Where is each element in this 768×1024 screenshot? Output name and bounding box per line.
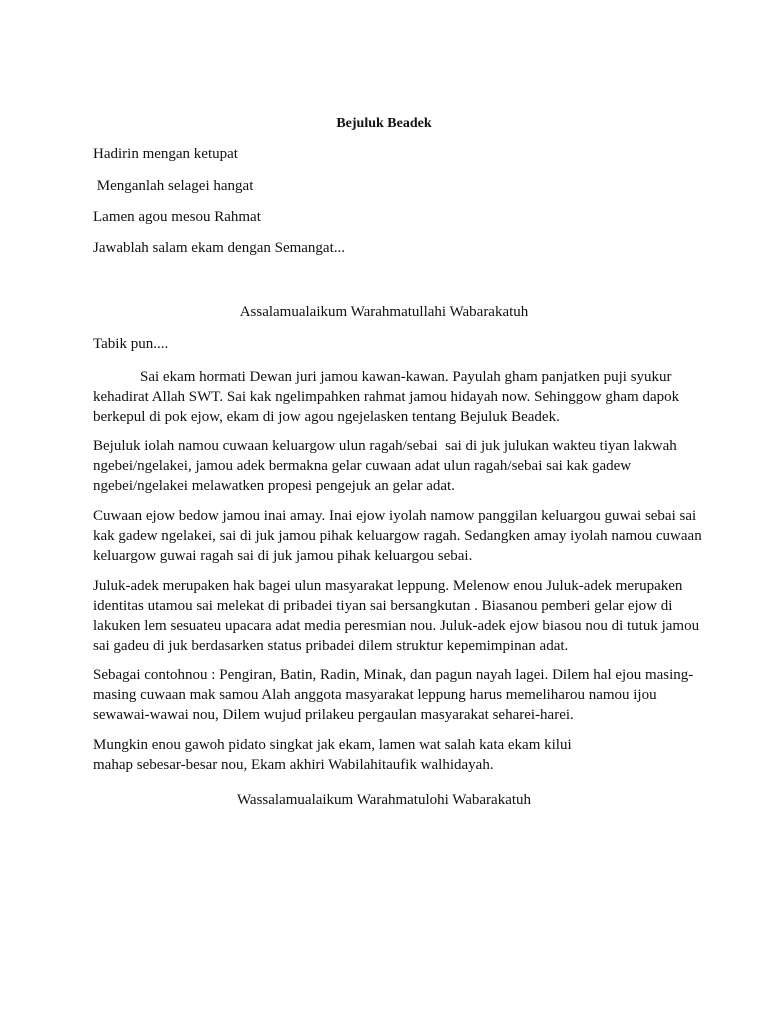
paragraph-line: Mungkin enou gawoh pidato singkat jak ekam, lamen wat salah kata ekam kilui — [93, 737, 572, 753]
pantun-line-3: Lamen agou mesou Rahmat — [93, 209, 261, 225]
pantun-line-1: Hadirin mengan ketupat — [93, 146, 238, 162]
paragraph-1 — [93, 367, 733, 427]
paragraph-6 — [93, 735, 733, 775]
paragraph-line: identitas utamou sai melekat di pribadei tiyan sai bersangkutan . Biasanou pemberi gelar ejow di — [93, 598, 673, 614]
paragraph-line: sewawai-wawai nou, Dilem wujud prilakeu pergaulan masyarakat seharei-harei. — [93, 707, 574, 723]
closing-greeting: Wassalamualaikum Warahmatulohi Wabarakatuh — [236, 792, 532, 808]
paragraph-line: ngebei/ngelakei, jamou adek bermakna gelar cuwaan adat ulun ragah/sebai sai kak gadew — [93, 458, 632, 474]
opening-greeting: Assalamualaikum Warahmatullahi Wabarakatuh — [239, 304, 529, 320]
paragraph-line: lakuken lem sesuateu upacara adat media peresmian nou. Juluk-adek ejow biasou nou di tutuk jamou — [93, 618, 700, 634]
paragraph-line: Juluk-adek merupaken hak bagei ulun masyarakat leppung. Melenow enou Juluk-adek merupaken — [93, 578, 683, 594]
paragraph-line: sai gadeu di juk berdasarken status pribadei dilem struktur kepemimpinan adat. — [93, 638, 569, 654]
tabik-line: Tabik pun.... — [93, 336, 169, 352]
document-title: Bejuluk Beadek — [336, 116, 432, 131]
paragraph-line: Sai ekam hormati Dewan juri jamou kawan-kawan. Payulah gham panjatken puji syukur — [140, 369, 672, 385]
pantun-line-4: Jawablah salam ekam dengan Semangat... — [93, 240, 345, 256]
paragraph-3 — [93, 506, 733, 566]
paragraph-line: mahap sebesar-besar nou, Ekam akhiri Wabilahitaufik walhidayah. — [93, 757, 494, 773]
paragraph-2 — [93, 436, 733, 496]
paragraph-line: Sebagai contohnou : Pengiran, Batin, Radin, Minak, dan pagun nayah lagei. Dilem hal ejou masing- — [93, 667, 694, 683]
paragraph-line: Bejuluk iolah namou cuwaan keluargow ulun ragah/sebai sai di juk julukan wakteu tiyan lakwah — [93, 438, 677, 454]
paragraph-4 — [93, 576, 733, 656]
paragraph-line: masing cuwaan mak samou Alah anggota masyarakat leppung harus memeliharou namou ijou — [93, 687, 657, 703]
paragraph-line: Cuwaan ejow bedow jamou inai amay. Inai ejow iyolah namow panggilan keluargou guwai sebai sai — [93, 508, 697, 524]
pantun-line-2: Menganlah selagei hangat — [93, 178, 254, 194]
paragraph-5 — [93, 665, 733, 725]
paragraph-line: kak gadew ngelakei, sai di juk jamou pihak keluargow ragah. Sedangken amay iyolah namou cuwaan — [93, 528, 702, 544]
paragraph-line: ngebei/ngelakei melawatken propesi pengejuk an gelar adat. — [93, 478, 455, 494]
paragraph-line: berkepul di pok ejow, ekam di jow agou ngejelasken tentang Bejuluk Beadek. — [93, 409, 560, 425]
paragraph-line: keluargow guwai ragah sai di juk jamou pihak keluargou sebai. — [93, 548, 473, 564]
paragraph-line: kehadirat Allah SWT. Sai kak ngelimpahken rahmat jamou hidayah now. Sehinggow gham dapok — [93, 389, 680, 405]
